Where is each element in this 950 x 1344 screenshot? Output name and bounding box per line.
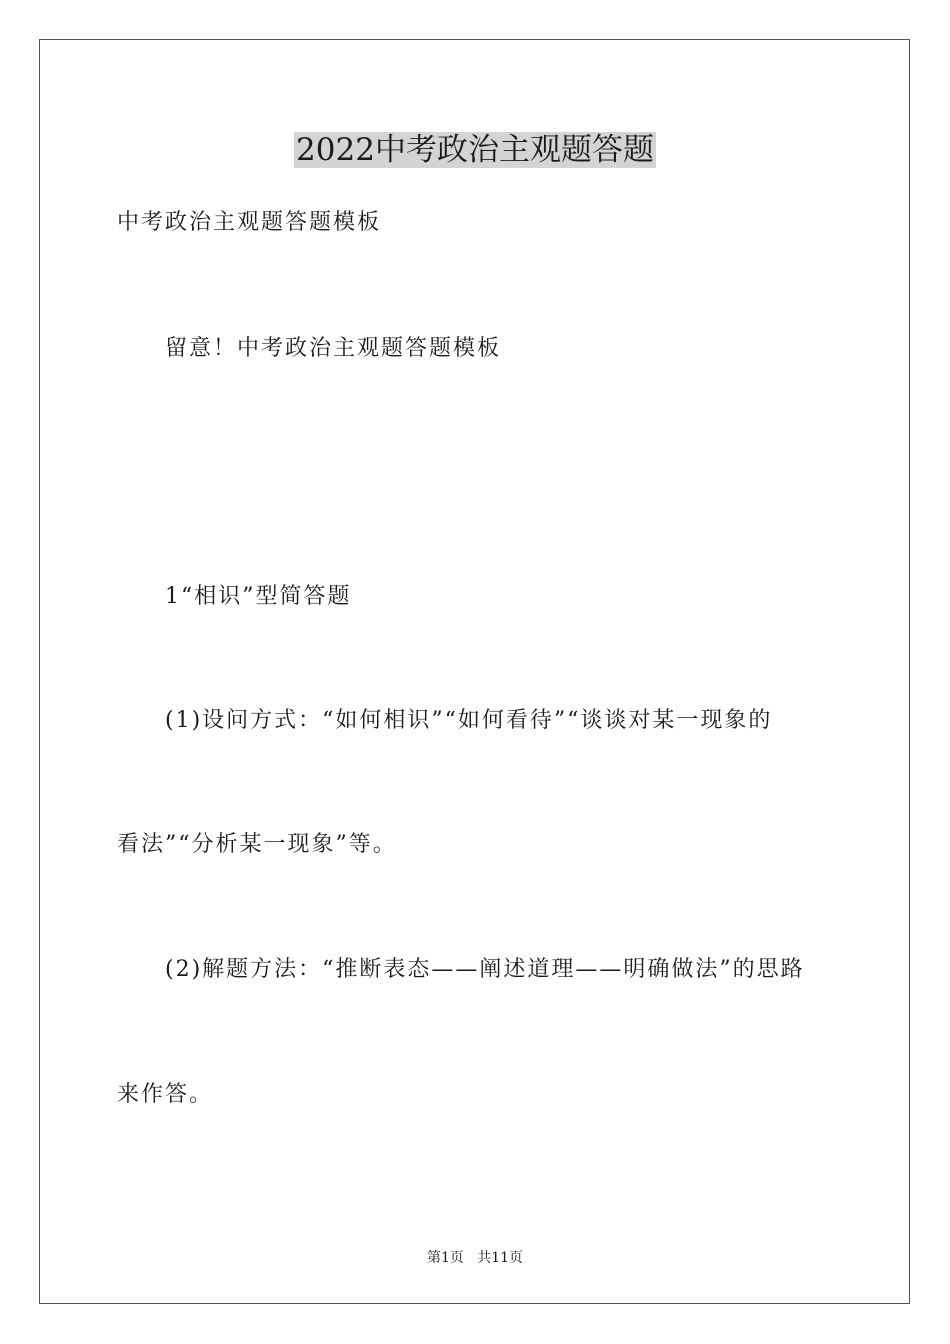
paragraph-question-format-cont: 看法”“分析某一现象”等。 <box>117 832 397 857</box>
paragraph-question-format: (1)设问方式：“如何相识”“如何看待”“谈谈对某一现象的 <box>165 708 773 733</box>
page-number-footer: 第1页 共11页 <box>426 1250 524 1266</box>
paragraph-notice: 留意！中考政治主观题答题模板 <box>165 336 502 361</box>
paragraph-section-heading: 1“相识”型简答题 <box>165 584 352 609</box>
document-title <box>0 128 950 172</box>
paragraph-solution-method: (2)解题方法：“推断表态——阐述道理——明确做法”的思路 <box>165 957 805 982</box>
paragraph-subtitle: 中考政治主观题答题模板 <box>117 210 382 235</box>
document-title-text: 2022中考政治主观题答题 <box>296 132 654 168</box>
paragraph-solution-method-cont: 来作答。 <box>117 1082 214 1107</box>
